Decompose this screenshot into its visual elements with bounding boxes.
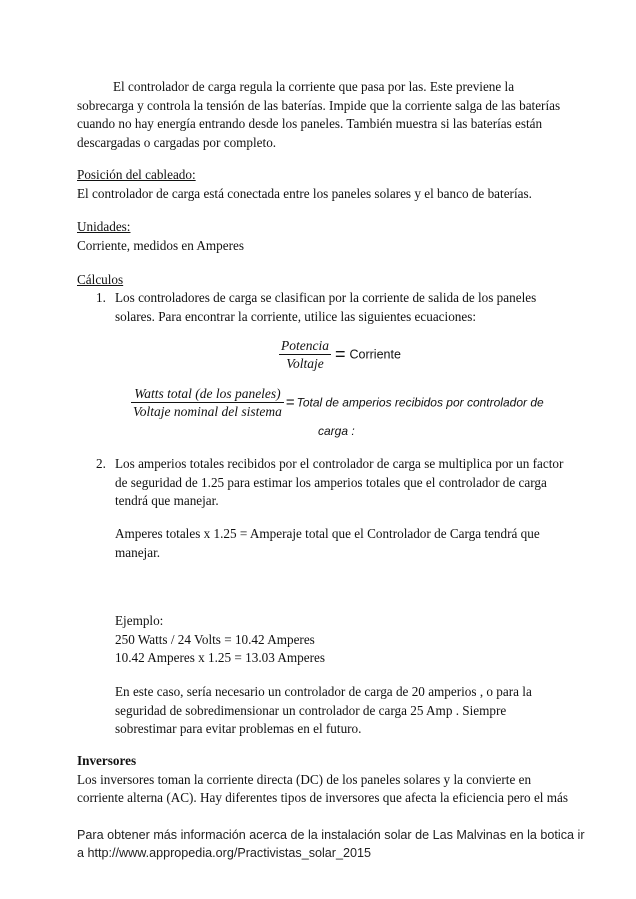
units-heading: Unidades: <box>77 219 131 234</box>
example-line: 250 Watts / 24 Volts = 10.42 Amperes <box>115 631 315 647</box>
wiring-heading: Posición del cableado: <box>77 167 196 182</box>
note-line: seguridad de sobredimensionar un controlador de carga 25 Amp . Siempre <box>115 702 507 718</box>
list-item-1 <box>115 289 575 326</box>
list-item-line: tendrá que manejar. <box>115 493 219 508</box>
formula-line: manejar. <box>115 544 161 560</box>
note-line: En este caso, sería necesario un controlador de carga de 20 amperios , o para la <box>115 684 532 699</box>
list-item-line: Los amperios totales recibidos por el controlador de carga se multiplica por un factor <box>115 456 564 471</box>
wiring-text: El controlador de carga está conectada entre los paneles solares y el banco de baterías. <box>77 185 532 201</box>
equation-result-continued: carga : <box>318 424 355 438</box>
wiring-section <box>77 166 567 203</box>
list-item-line: de seguridad de 1.25 para estimar los amperios totales que el controlador de carga <box>115 474 547 490</box>
equation-corriente <box>279 338 401 371</box>
equation-denominator: Voltaje <box>286 356 324 371</box>
formula-line: Amperes totales x 1.25 = Amperaje total que el Controlador de Carga tendrá que <box>115 526 540 541</box>
intro-line: El controlador de carga regula la corriente que pasa por las. Este previene la <box>113 79 515 94</box>
units-text: Corriente, medidos en Amperes <box>77 237 245 253</box>
footer-line: Para obtener más información acerca de la instalación solar de Las Malvinas en la botica ir <box>77 828 585 842</box>
equation-fraction <box>279 338 331 371</box>
equation-result: Corriente <box>349 347 401 362</box>
example-block <box>115 612 575 668</box>
inverters-section <box>77 752 567 808</box>
example-line: Ejemplo: <box>115 613 164 628</box>
inverters-heading: Inversores <box>77 753 137 768</box>
inverters-line: Los inversores toman la corriente directa (DC) de los paneles solares y la convierte en <box>77 771 532 787</box>
calculations-heading: Cálculos <box>77 272 124 287</box>
formula-block <box>115 525 575 562</box>
equals-sign: = <box>285 394 295 411</box>
note-block <box>115 683 575 739</box>
list-item-line: solares. Para encontrar la corriente, utilice las siguientes ecuaciones: <box>115 308 477 324</box>
inverters-line: corriente alterna (AC). Hay diferentes tipos de inversores que afecta la eficiencia pero el más <box>77 790 569 805</box>
equation-denominator: Voltaje nominal del sistema <box>133 404 282 419</box>
equals-sign: = <box>334 344 346 364</box>
page-footer <box>77 826 585 862</box>
equation-fraction <box>131 386 284 419</box>
equation-result: Total de amperios recibidos por controlador de <box>296 395 544 410</box>
equation-numerator: Watts total (de los paneles) <box>131 386 284 403</box>
intro-line: sobrecarga y controla la tensión de las baterías. Impide que la corriente salga de las baterías <box>77 97 561 113</box>
list-item-line: Los controladores de carga se clasifican por la corriente de salida de los paneles <box>115 290 537 305</box>
units-section <box>77 218 567 255</box>
equation-total-amperios <box>131 386 544 419</box>
example-line: 10.42 Amperes x 1.25 = 13.03 Amperes <box>115 650 325 665</box>
footer-link[interactable]: a http://www.appropedia.org/Practivistas_solar_2015 <box>77 846 372 860</box>
note-line: sobrestimar para evitar problemas en el futuro. <box>115 721 362 736</box>
intro-paragraph <box>77 78 567 152</box>
list-number: 1. <box>96 290 106 305</box>
intro-line: cuando no hay energía entrando desde los paneles. También muestra si las baterías están <box>77 116 543 131</box>
list-item-2 <box>115 455 575 511</box>
equation-numerator: Potencia <box>281 338 329 353</box>
calculations-heading-block <box>77 271 567 290</box>
list-number: 2. <box>96 456 106 471</box>
intro-line: descargadas o cargadas por completo. <box>77 134 277 150</box>
